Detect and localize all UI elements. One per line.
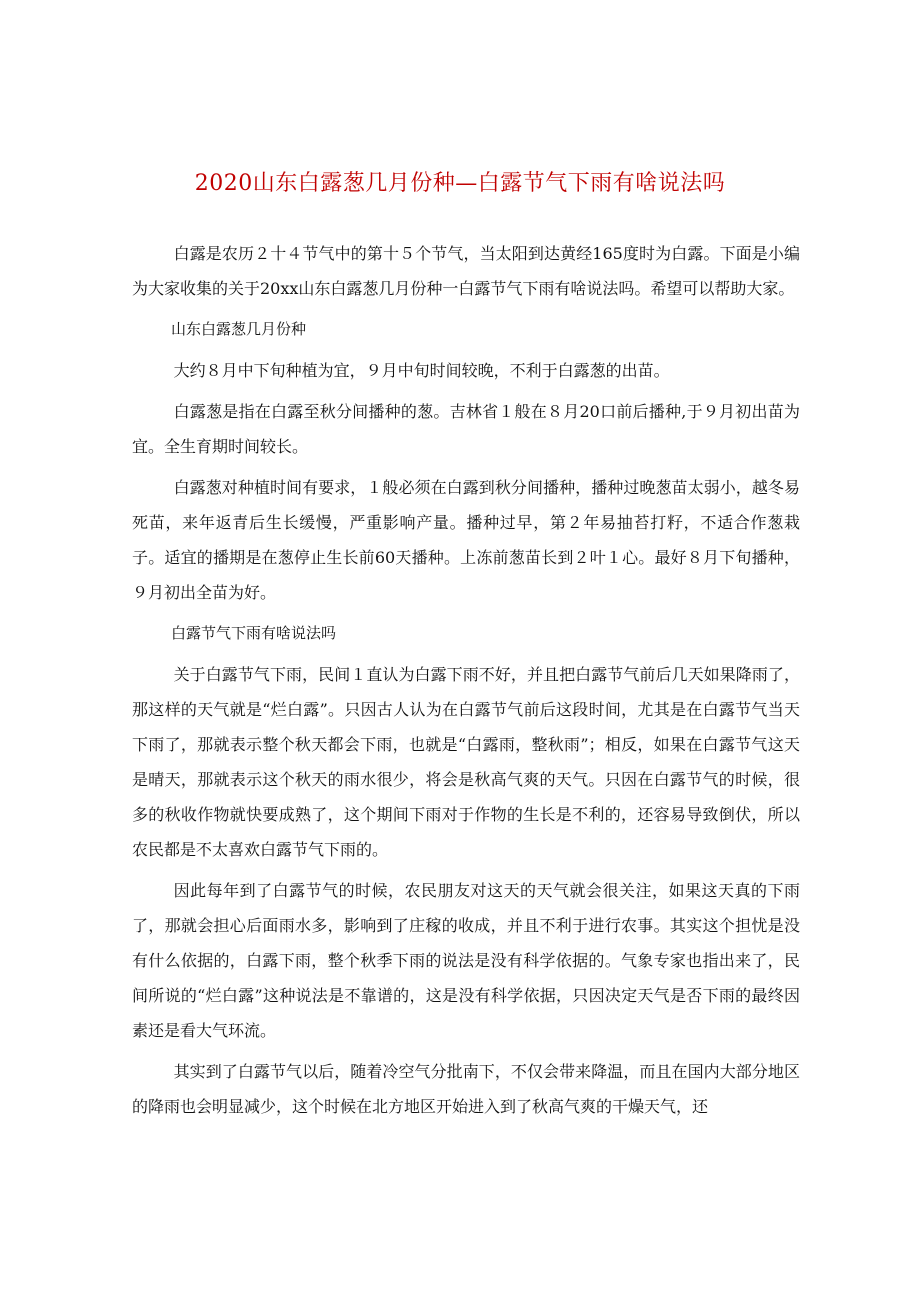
paragraph-folk-belief: 关于白露节气下雨，民间１直认为白露下雨不好，并且把白露节气前后几天如果降雨了，那这样的天气就是“烂白露”。只因古人认为在白露节气前后这段时间，尤其是在白露节气当天下雨了，那就表示整个秋天都会下雨，也就是“白露雨，整秋雨”；相反，如果在白露节气这天是晴天，那就表示这个秋天的雨水很少，将会是秋高气爽的天气。只因在白露节气的时候，很多的秋收作物就快要成熟了，这个期间下雨对于作物的生长是不利的，还容易导致倒伏，所以农民都是不太喜欢白露节气下雨的。 <box>132 665 800 859</box>
paragraph-sowing-requirements: 白露葱对种植时间有要求，１般必须在白露到秋分间播种，播种过晚葱苗太弱小，越冬易死苗，来年返青后生长缓慢，严重影响产量。播种过早，第２年易抽苔打籽，不适合作葱栽子。适宜的播期是在葱停止生长前60天播种。上冻前葱苗长到２叶１心。最好８月下旬播种，９月初出全苗为好。 <box>132 478 800 602</box>
paragraph-definition: 白露葱是指在白露至秋分间播种的葱。吉林省１般在８月20口前后播种,于９月初出苗为宜。全生育期时间较长。 <box>132 402 800 456</box>
paragraph-after-bailu: 其实到了白露节气以后，随着冷空气分批南下，不仅会带来降温，而且在国内大部分地区的降雨也会明显减少，这个时候在北方地区开始进入到了秋高气爽的干燥天气，还 <box>132 1062 800 1116</box>
document-body <box>132 236 800 1130</box>
paragraph-farmer-concern: 因此每年到了白露节气的时候，农民朋友对这天的天气就会很关注，如果这天真的下雨了，那就会担心后面雨水多，影响到了庄稼的收成，并且不利于进行农事。其实这个担忧是没有什么依据的，白露下雨，整个秋季下雨的说法是没有科学依据的。气象专家也指出来了，民间所说的“烂白露”这种说法是不靠谱的，这是没有科学依据，只因决定天气是否下雨的最终因素还是看大气环流。 <box>132 881 800 1040</box>
section-heading-rain-saying: 白露节气下雨有啥说法吗 <box>171 624 337 642</box>
document-title: 2020山东白露葱几月份种—白露节气下雨有啥说法吗 <box>194 171 726 196</box>
intro-paragraph: 白露是农历２十４节气中的第十５个节气，当太阳到达黄经165度时为白露。下面是小编为大家收集的关于20xx山东白露葱几月份种一白露节气下雨有啥说法吗。希望可以帮助大家。 <box>132 244 800 298</box>
section-heading-planting-time: 山东白露葱几月份种 <box>171 320 307 338</box>
paragraph-planting-period: 大约８月中下旬种植为宜，９月中旬时间较晚，不利于白露葱的出苗。 <box>173 361 670 380</box>
